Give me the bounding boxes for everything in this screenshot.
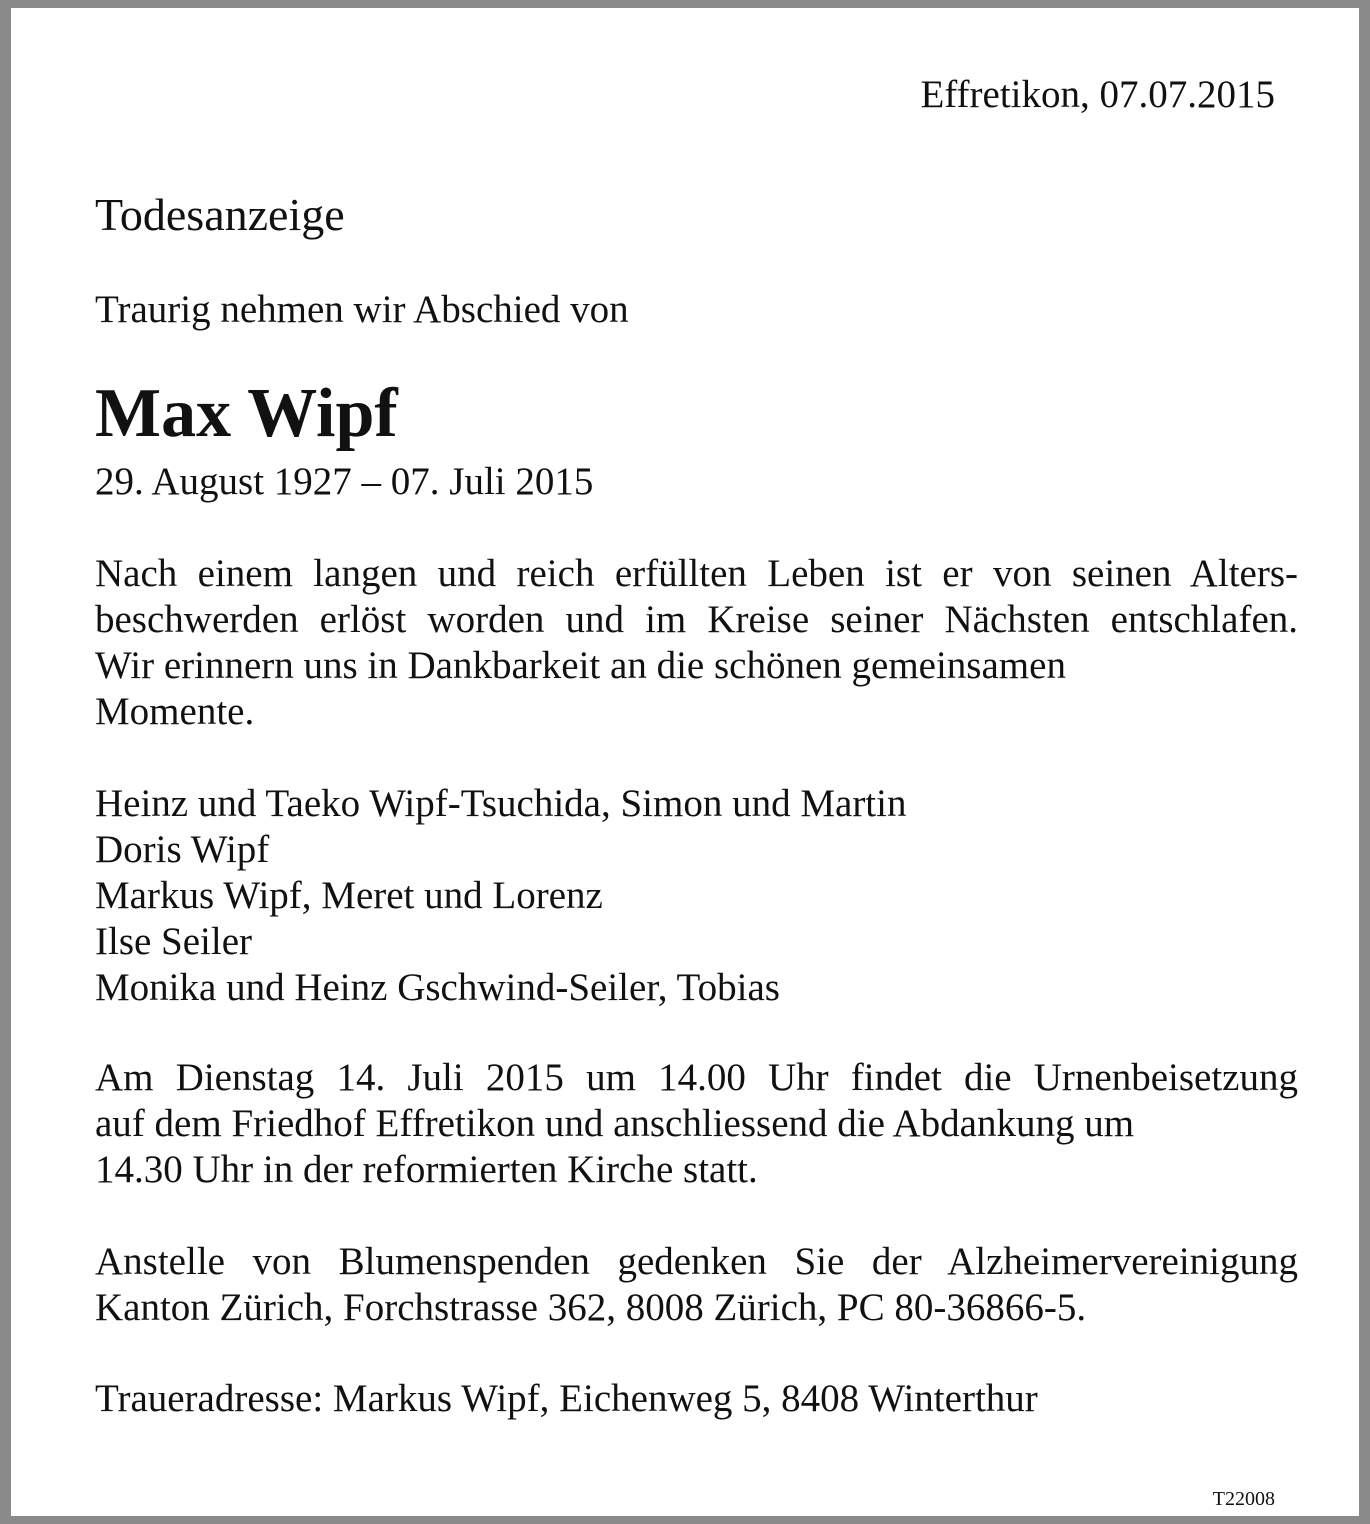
paragraph-line: Kanton Zürich, Forchstrasse 362, 8008 Zürich, PC 80-36866-5. xyxy=(95,1286,1087,1329)
donation-paragraph xyxy=(95,1239,1298,1331)
paragraph-line: 14.30 Uhr in der reformierten Kirche statt. xyxy=(95,1148,758,1191)
life-dates: 29. August 1927 – 07. Juli 2015 xyxy=(95,460,594,503)
mourner-line: Heinz und Taeko Wipf-Tsuchida, Simon und Martin xyxy=(95,782,907,825)
paragraph-line: Momente. xyxy=(95,690,255,733)
paragraph-line: Am Dienstag 14. Juli 2015 um 14.00 Uhr findet die Urnenbeisetzung xyxy=(95,1056,1298,1099)
mourner-line: Doris Wipf xyxy=(95,828,270,871)
mourner-line: Markus Wipf, Meret und Lorenz xyxy=(95,874,603,917)
mourner-line: Monika und Heinz Gschwind-Seiler, Tobias xyxy=(95,966,780,1009)
heading: Todesanzeige xyxy=(95,189,345,240)
paragraph-line: Anstelle von Blumenspenden gedenken Sie der Alzheimervereinigung xyxy=(95,1240,1298,1283)
paragraph-line: auf dem Friedhof Effretikon und anschliessend die Abdankung um xyxy=(95,1102,1135,1145)
paragraph-line: Wir erinnern uns in Dankbarkeit an die schönen gemeinsamen xyxy=(95,644,1066,687)
paragraph-line: beschwerden erlöst worden und im Kreise seiner Nächsten entschlafen. xyxy=(95,598,1298,641)
ceremony-paragraph xyxy=(95,1055,1298,1193)
place-date: Effretikon, 07.07.2015 xyxy=(920,73,1275,116)
mourners-list xyxy=(95,781,1298,1011)
paragraph-line: Nach einem langen und reich erfüllten Leben ist er von seinen Alters- xyxy=(95,552,1298,595)
mourner-line: Ilse Seiler xyxy=(95,920,253,963)
mourning-address: Traueradresse: Markus Wipf, Eichenweg 5, 8408 Winterthur xyxy=(95,1377,1038,1420)
obituary-paragraph xyxy=(95,551,1298,735)
intro-text: Traurig nehmen wir Abschied von xyxy=(95,288,629,331)
deceased-name: Max Wipf xyxy=(95,375,398,452)
reference-code: T22008 xyxy=(1212,1488,1275,1510)
